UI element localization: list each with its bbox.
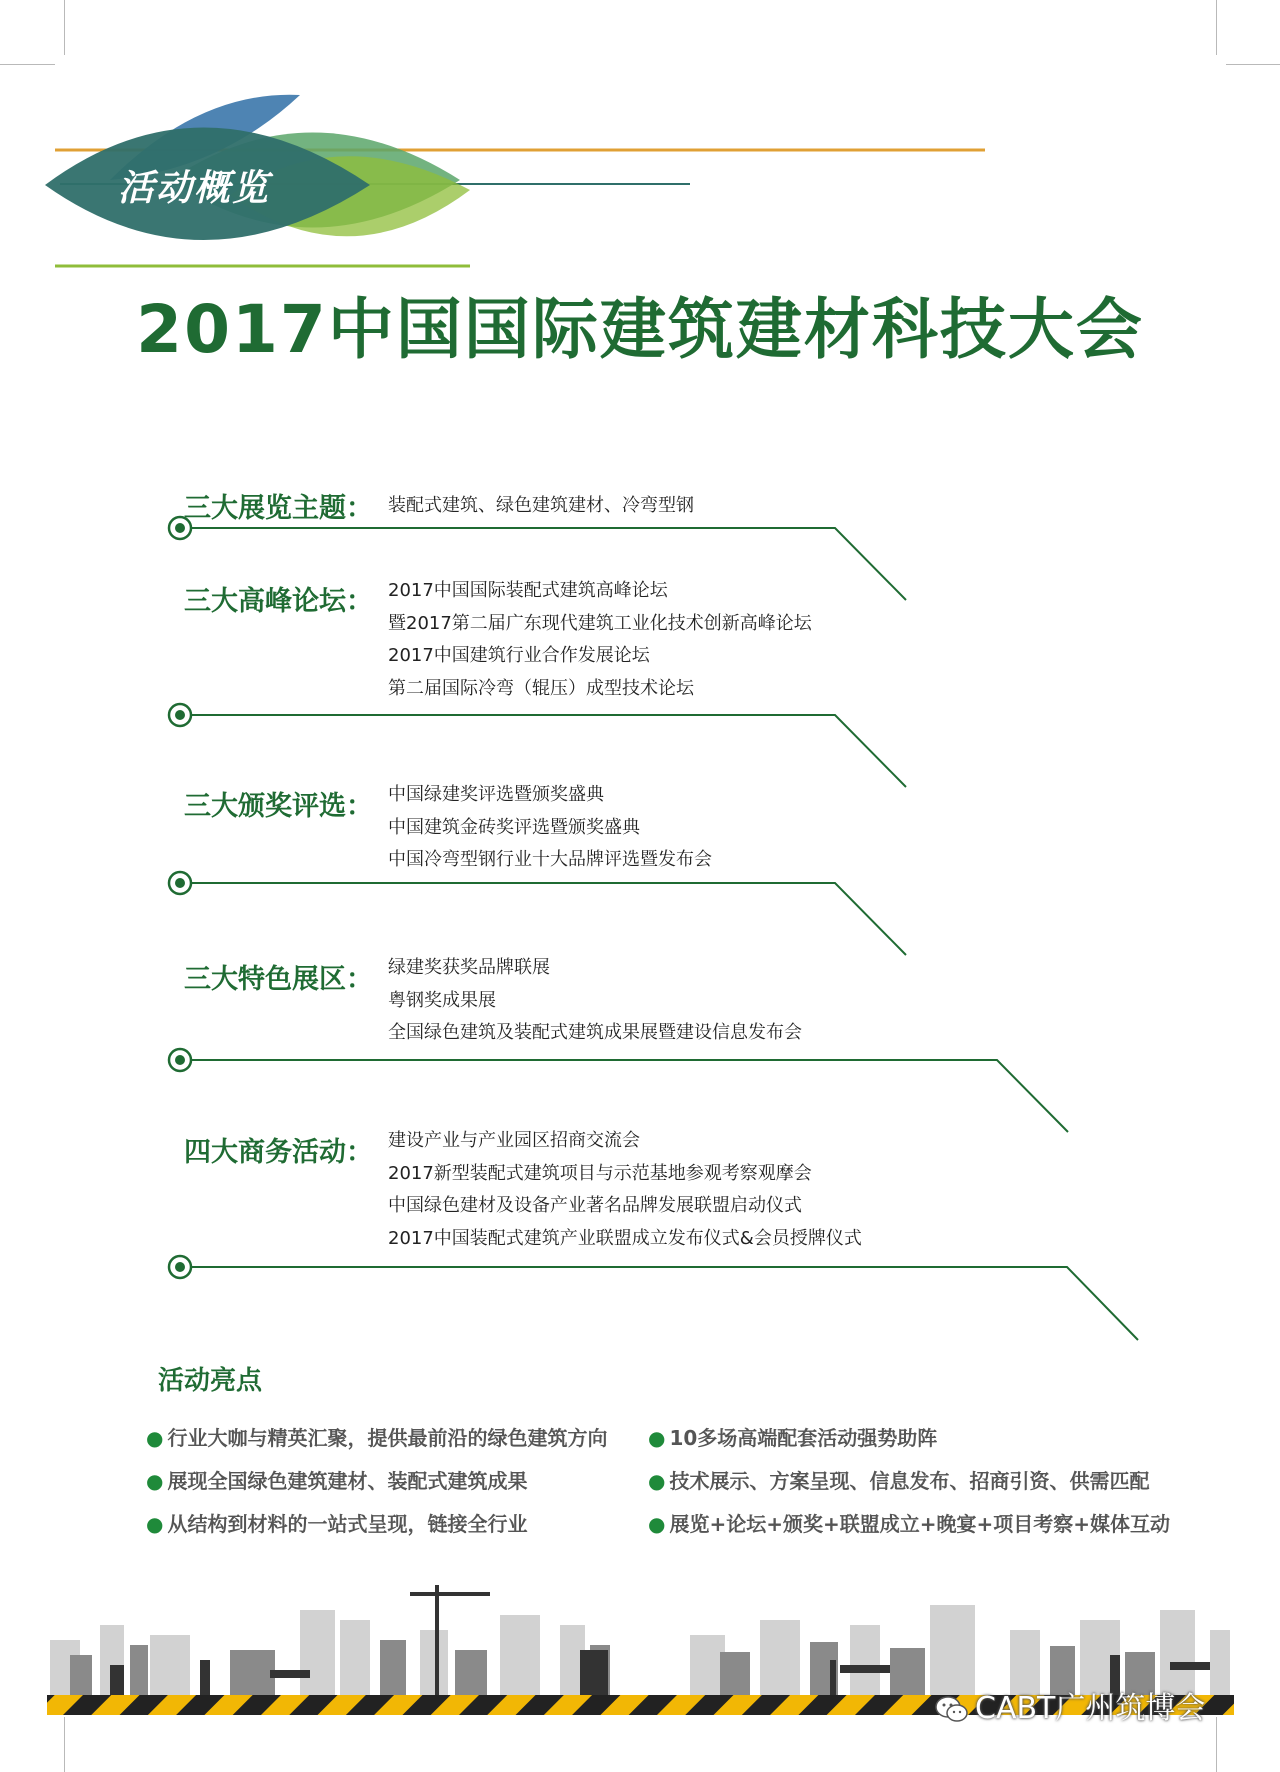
- timeline-node-2: [169, 704, 191, 726]
- bullet-icon: ●: [146, 1512, 164, 1536]
- category-item: 中国绿建奖评选暨颁奖盛典: [388, 784, 604, 805]
- highlight-item-left-2: ● 展现全国绿色建筑建材、装配式建筑成果: [146, 1469, 528, 1493]
- bullet-icon: ●: [648, 1512, 666, 1536]
- bullet-icon: ●: [146, 1469, 164, 1493]
- timeline-node-5: [169, 1256, 191, 1278]
- category-items-feature-zones: [388, 952, 802, 1050]
- highlight-item-right-2: ● 技术展示、方案呈现、信息发布、招商引资、供需匹配: [648, 1469, 1150, 1493]
- highlight-item-left-1: ● 行业大咖与精英汇聚，提供最前沿的绿色建筑方向: [146, 1426, 608, 1450]
- highlights-title: 活动亮点: [158, 1366, 263, 1396]
- main-title: 2017中国国际建筑建材科技大会: [136, 291, 1144, 368]
- category-label-exhibition-themes: 三大展览主题：: [184, 493, 373, 524]
- category-item: 绿建奖获奖品牌联展: [388, 957, 550, 978]
- category-item: 装配式建筑、绿色建筑建材、冷弯型钢: [388, 495, 694, 516]
- highlight-item-right-1: ● 10多场高端配套活动强势助阵: [648, 1426, 938, 1450]
- timeline-node-3: [169, 872, 191, 894]
- crop-mark-bottom-left: [64, 1717, 65, 1772]
- category-items-award-selections: [388, 779, 712, 877]
- watermark: CABT广州筑博会: [935, 1683, 1205, 1727]
- bullet-icon: ●: [648, 1426, 666, 1450]
- category-items-summit-forums: [388, 575, 812, 705]
- category-label-business-activities: 四大商务活动：: [184, 1137, 373, 1168]
- category-item: 中国建筑金砖奖评选暨颁奖盛典: [388, 816, 640, 838]
- category-label-summit-forums: 三大高峰论坛：: [184, 586, 373, 617]
- crop-mark-bottom-right: [1216, 1717, 1217, 1772]
- category-item: 第二届国际冷弯（辊压）成型技术论坛: [388, 677, 694, 699]
- highlight-item-right-3: ● 展览+论坛+颁奖+联盟成立+晚宴+项目考察+媒体互动: [648, 1512, 1170, 1536]
- category-label-award-selections: 三大颁奖评选：: [184, 791, 373, 822]
- timeline-line-5: [180, 1267, 1138, 1340]
- category-item: 2017中国建筑行业合作发展论坛: [388, 645, 650, 666]
- category-item: 全国绿色建筑及装配式建筑成果展暨建设信息发布会: [388, 1022, 802, 1043]
- bullet-icon: ●: [648, 1469, 666, 1493]
- timeline-node-4: [169, 1049, 191, 1071]
- timeline-line-2: [180, 715, 906, 787]
- category-label-feature-zones: 三大特色展区：: [184, 964, 373, 995]
- category-item: 建设产业与产业园区招商交流会: [388, 1130, 640, 1151]
- category-item: 暨2017第二届广东现代建筑工业化技术创新高峰论坛: [388, 612, 812, 634]
- bullet-icon: ●: [146, 1426, 164, 1450]
- timeline-line-4: [180, 1060, 1068, 1132]
- category-item: 粤钢奖成果展: [388, 989, 496, 1011]
- category-item: 2017新型装配式建筑项目与示范基地参观考察观摩会: [388, 1162, 812, 1184]
- category-items-business-activities: [388, 1125, 862, 1255]
- category-item: 2017中国国际装配式建筑高峰论坛: [388, 580, 668, 601]
- highlight-item-left-3: ● 从结构到材料的一站式呈现，链接全行业: [146, 1512, 528, 1536]
- category-item: 中国冷弯型钢行业十大品牌评选暨发布会: [388, 849, 712, 870]
- category-item: 2017中国装配式建筑产业联盟成立发布仪式&会员授牌仪式: [388, 1227, 862, 1249]
- section-header-title: 活动概览: [118, 168, 271, 209]
- category-items-exhibition-themes: [388, 490, 694, 523]
- category-item: 中国绿色建材及设备产业著名品牌发展联盟启动仪式: [388, 1195, 802, 1216]
- wechat-icon: [935, 1695, 969, 1725]
- timeline-line-3: [180, 883, 906, 955]
